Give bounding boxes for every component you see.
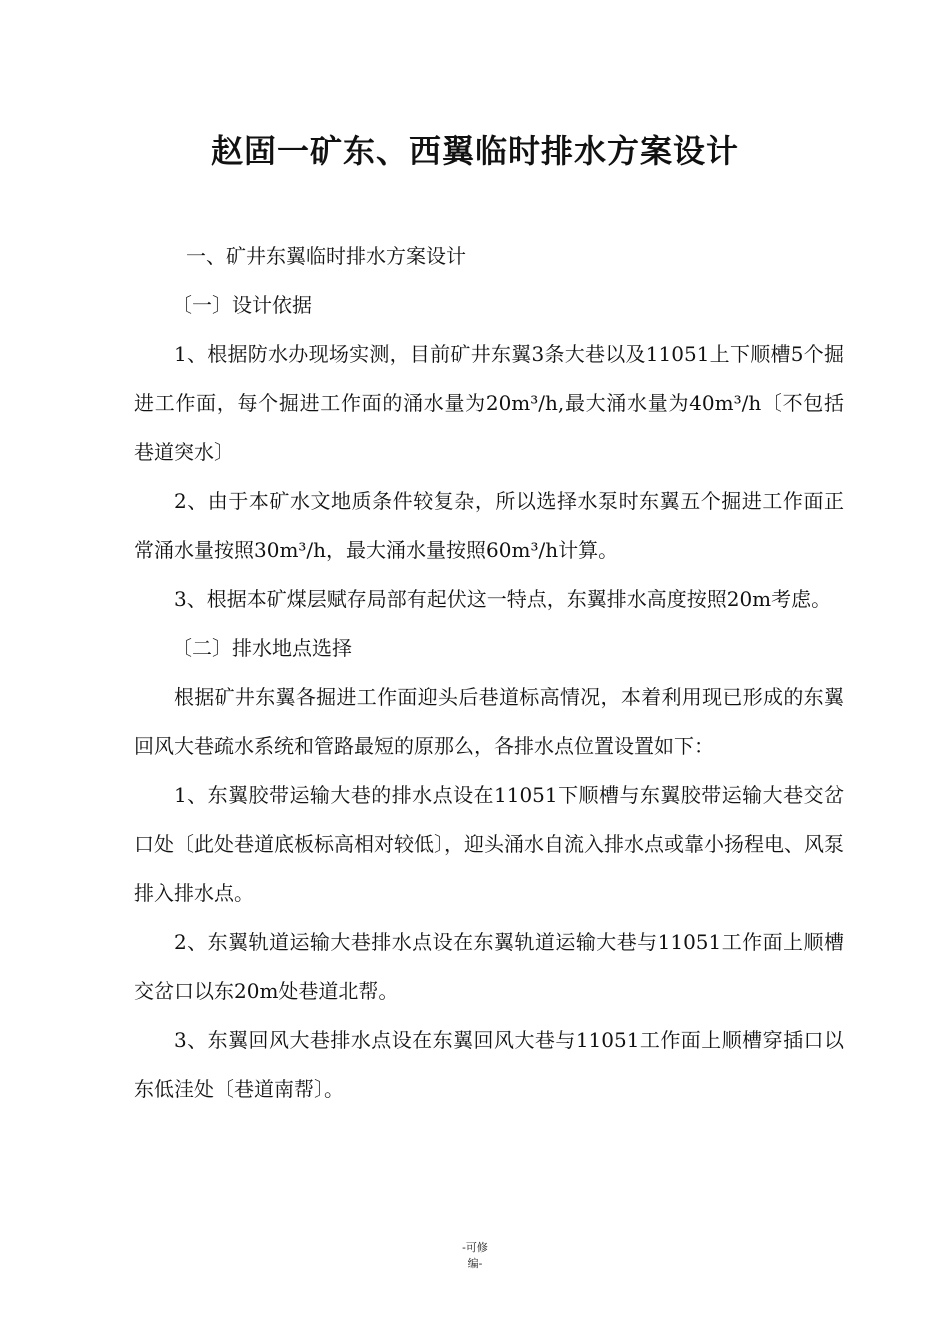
- section-heading: 一、矿井东翼临时排水方案设计: [186, 244, 466, 268]
- subsection-heading: 〔二〕排水地点选择: [172, 636, 352, 660]
- footer-line: 编-: [467, 1257, 483, 1270]
- page-footer: [0, 1240, 950, 1272]
- document-title: 赵固一矿东、西翼临时排水方案设计: [210, 132, 739, 170]
- body-paragraph: 根据矿井东翼各掘进工作面迎头后巷道标高情况，本着利用现已形成的东翼回风大巷疏水系统和管路最短的原那么，各排水点位置设置如下：: [134, 685, 844, 758]
- body-paragraph: 1、根据防水办现场实测，目前矿井东翼3条大巷以及11051上下顺槽5个掘进工作面，每个掘进工作面的涌水量为20m³/h,最大涌水量为40m³/h〔不包括巷道突水〕: [134, 342, 844, 464]
- subsection-heading: 〔一〕设计依据: [172, 293, 312, 317]
- body-paragraph: 3、东翼回风大巷排水点设在东翼回风大巷与11051工作面上顺槽穿插口以东低洼处〔巷道南帮〕。: [134, 1028, 844, 1101]
- body-paragraph: 2、东翼轨道运输大巷排水点设在东翼轨道运输大巷与11051工作面上顺槽交岔口以东20m处巷道北帮。: [134, 930, 844, 1003]
- body-paragraph: 3、根据本矿煤层赋存局部有起伏这一特点，东翼排水高度按照20m考虑。: [174, 587, 832, 611]
- body-paragraph: 2、由于本矿水文地质条件较复杂，所以选择水泵时东翼五个掘进工作面正常涌水量按照30m³/h，最大涌水量按照60m³/h计算。: [134, 489, 844, 562]
- body-paragraph: 1、东翼胶带运输大巷的排水点设在11051下顺槽与东翼胶带运输大巷交岔口处〔此处巷道底板标高相对较低〕，迎头涌水自流入排水点或靠小扬程电、风泵排入排水点。: [134, 783, 844, 905]
- document-body: [134, 232, 844, 1114]
- footer-line: -可修: [462, 1241, 488, 1254]
